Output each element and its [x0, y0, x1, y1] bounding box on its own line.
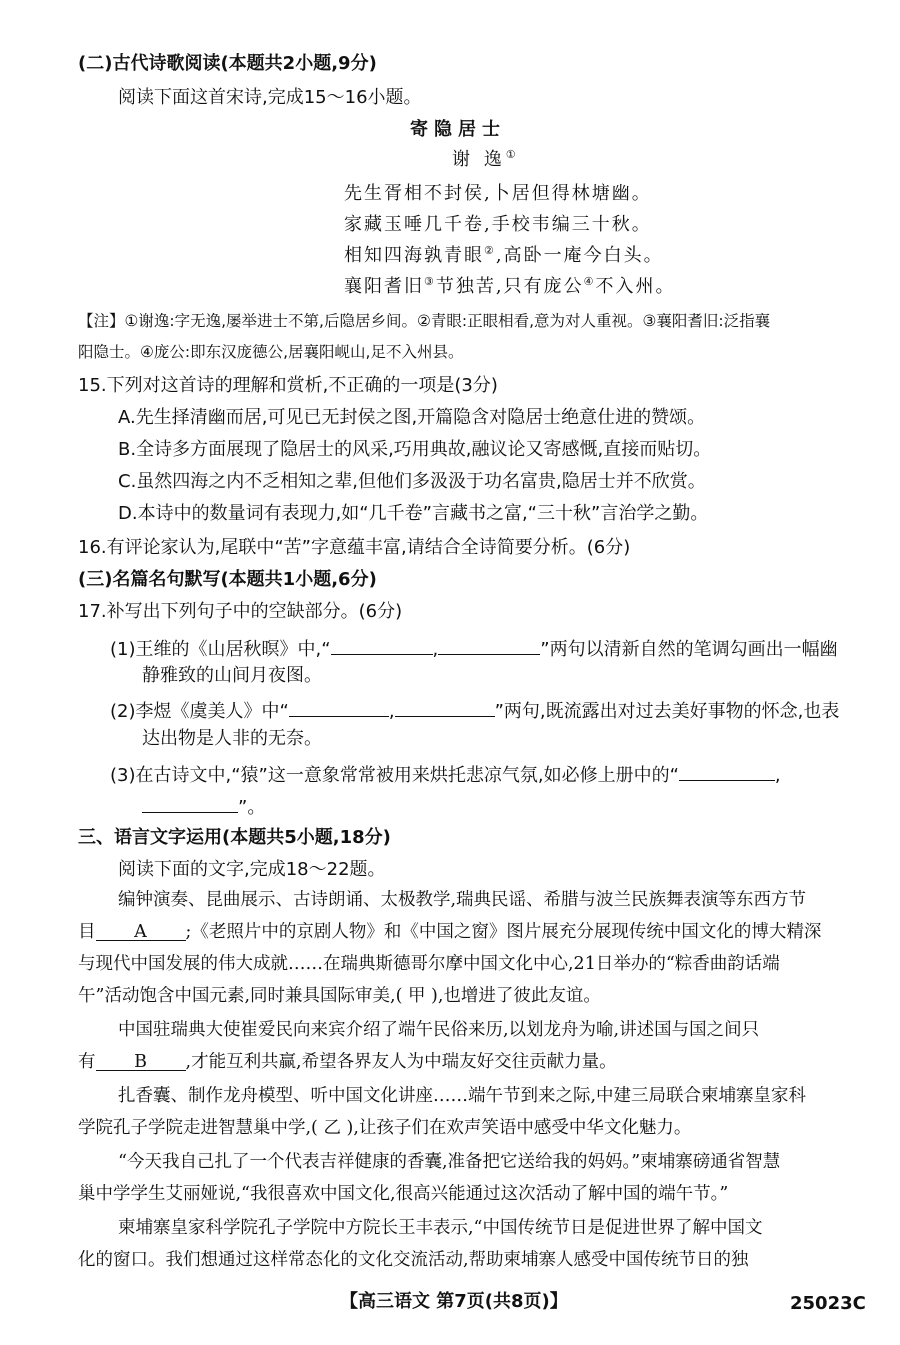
question-17-part-1 — [110, 634, 838, 662]
passage-p1-line-3: 与现代中国发展的伟大成就……在瑞典斯德哥尔摩中国文化中心,21日举办的“粽香曲韵话端 — [78, 954, 780, 974]
passage-slot-a[interactable]: A — [96, 920, 186, 941]
section-heading-dictation: (三)名篇名句默写(本题共1小题,6分) — [78, 569, 377, 590]
q17-1-blank-a[interactable] — [331, 634, 433, 655]
q17-3-separator: , — [774, 765, 781, 786]
poem-line-3-part2: ,高卧一庵今白头。 — [495, 245, 664, 266]
passage-p4-line-2: 巢中学学生艾丽娅说,“我很喜欢中国文化,很高兴能通过这次活动了解中国的端午节。” — [78, 1184, 729, 1204]
poem-line-4-part2: 节独苦,只有庞公 — [435, 276, 584, 297]
part-intro-language-use: 阅读下面的文字,完成18～22题。 — [118, 859, 386, 880]
passage-p5-line-2: 化的窗口。我们想通过这样常态化的文化交流活动,帮助柬埔寨人感受中国传统节日的独 — [78, 1250, 749, 1270]
part-heading-language-use: 三、语言文字运用(本题共5小题,18分) — [78, 827, 391, 848]
q17-3-suffix: ”。 — [238, 797, 266, 818]
poem-line-3-part1: 相知四海孰青眼 — [344, 245, 484, 266]
poem-notes-line-2: 阳隐士。④庞公:即东汉庞德公,居襄阳岘山,足不入州县。 — [78, 343, 464, 361]
q17-1-blank-b[interactable] — [438, 634, 540, 655]
passage-p2-line-1: 中国驻瑞典大使崔爱民向来宾介绍了端午民俗来历,以划龙舟为喻,讲述国与国之间只 — [118, 1020, 760, 1040]
q17-1-prefix: (1)王维的《山居秋暝》中,“ — [110, 639, 331, 660]
q17-3-blank-a[interactable] — [679, 760, 775, 781]
q17-3-blank-b[interactable] — [142, 792, 238, 813]
question-16-stem: 16.有评论家认为,尾联中“苦”字意蕴丰富,请结合全诗简要分析。(6分) — [78, 537, 631, 558]
question-17-part-2 — [110, 696, 839, 724]
question-15-option-a: A.先生择清幽而居,可见已无封侯之图,开篇隐含对隐居士绝意仕进的赞颂。 — [118, 407, 706, 428]
passage-slot-b[interactable]: B — [96, 1050, 186, 1071]
poem-line-4 — [344, 275, 675, 299]
poem-line-4-part1: 襄阳耆旧 — [344, 276, 424, 297]
footnote-mark-3: ③ — [424, 275, 436, 288]
q17-2-suffix: ”两句,既流露出对过去美好事物的怀念,也表 — [494, 701, 840, 722]
poem-title: 寄隐居士 — [410, 119, 506, 140]
passage-p1-line-1: 编钟演奏、昆曲展示、古诗朗诵、太极教学,瑞典民谣、希腊与波兰民族舞表演等东西方节 — [118, 890, 807, 910]
poem-author — [452, 148, 520, 172]
poem-line-2: 家藏玉唾几千卷,手校韦编三十秋。 — [344, 214, 652, 235]
passage-p2-line-2-pre: 有 — [78, 1052, 96, 1072]
q17-1-separator: , — [432, 639, 439, 660]
passage-p1-line-4: 午”活动饱含中国元素,同时兼具国际审美,( 甲 ),也增进了彼此友谊。 — [78, 986, 601, 1006]
passage-p1-line-2-post: ;《老照片中的京剧人物》和《中国之窗》图片展充分展现传统中国文化的博大精深 — [185, 922, 822, 942]
q17-2-prefix: (2)李煜《虞美人》中“ — [110, 701, 289, 722]
poem-line-1: 先生胥相不封侯,卜居但得林塘幽。 — [344, 183, 652, 204]
question-15-option-d: D.本诗中的数量词有表现力,如“几千卷”言藏书之富,“三十秋”言治学之勤。 — [118, 503, 709, 524]
poem-line-4-part3: 不入州。 — [595, 276, 676, 297]
page-footer-code: 25023C — [790, 1293, 866, 1314]
question-17-part-2-cont: 达出物是人非的无奈。 — [142, 728, 322, 749]
question-15-stem: 15.下列对这首诗的理解和赏析,不正确的一项是(3分) — [78, 375, 498, 396]
q17-2-separator: , — [388, 701, 395, 722]
poem-line-3 — [344, 244, 664, 268]
q17-2-blank-b[interactable] — [395, 696, 495, 717]
q17-2-blank-a[interactable] — [289, 696, 389, 717]
passage-p5-line-1: 柬埔寨皇家科学院孔子学院中方院长王丰表示,“中国传统节日是促进世界了解中国文 — [118, 1218, 763, 1238]
q17-1-suffix: ”两句以清新自然的笔调勾画出一幅幽 — [540, 639, 838, 660]
passage-p1-line-2-pre: 目 — [78, 922, 96, 942]
question-17-stem: 17.补写出下列句子中的空缺部分。(6分) — [78, 601, 403, 622]
passage-p2-line-2 — [78, 1050, 617, 1074]
q17-3-prefix: (3)在古诗文中,“猿”这一意象常常被用来烘托悲凉气氛,如必修上册中的“ — [110, 765, 679, 786]
poem-author-note-mark: ① — [505, 148, 520, 161]
question-15-option-c: C.虽然四海之内不乏相知之辈,但他们多汲汲于功名富贵,隐居士并不欣赏。 — [118, 471, 706, 492]
question-17-part-1-cont: 静雅致的山间月夜图。 — [142, 665, 322, 686]
question-17-part-3 — [110, 760, 781, 788]
section-intro-poetry: 阅读下面这首宋诗,完成15～16小题。 — [118, 87, 422, 108]
footnote-mark-2: ② — [484, 244, 496, 257]
question-17-part-3-cont — [142, 792, 265, 820]
question-15-option-b: B.全诗多方面展现了隐居士的风采,巧用典故,融议论又寄感慨,直接而贴切。 — [118, 439, 712, 460]
passage-p3-line-1: 扎香囊、制作龙舟模型、听中国文化讲座……端午节到来之际,中建三局联合柬埔寨皇家科 — [118, 1086, 807, 1106]
page-footer-label: 【高三语文 第7页(共8页)】 — [340, 1291, 568, 1312]
poem-notes-line-1: 【注】①谢逸:字无逸,屡举进士不第,后隐居乡间。②青眼:正眼相看,意为对人重视。③襄阳耆旧:泛指襄 — [78, 312, 771, 330]
footnote-mark-4: ④ — [583, 275, 596, 288]
section-heading-poetry: (二)古代诗歌阅读(本题共2小题,9分) — [78, 53, 377, 74]
passage-p4-line-1: “今天我自己扎了一个代表吉祥健康的香囊,准备把它送给我的妈妈。”柬埔寨磅通省智慧 — [118, 1152, 781, 1172]
passage-p2-line-2-post: ,才能互利共赢,希望各界友人为中瑞友好交往贡献力量。 — [185, 1052, 617, 1072]
poem-author-name: 谢 逸 — [452, 149, 506, 170]
passage-p1-line-2 — [78, 920, 821, 944]
passage-p3-line-2: 学院孔子学院走进智慧巢中学,( 乙 ),让孩子们在欢声笑语中感受中华文化魅力。 — [78, 1118, 692, 1138]
